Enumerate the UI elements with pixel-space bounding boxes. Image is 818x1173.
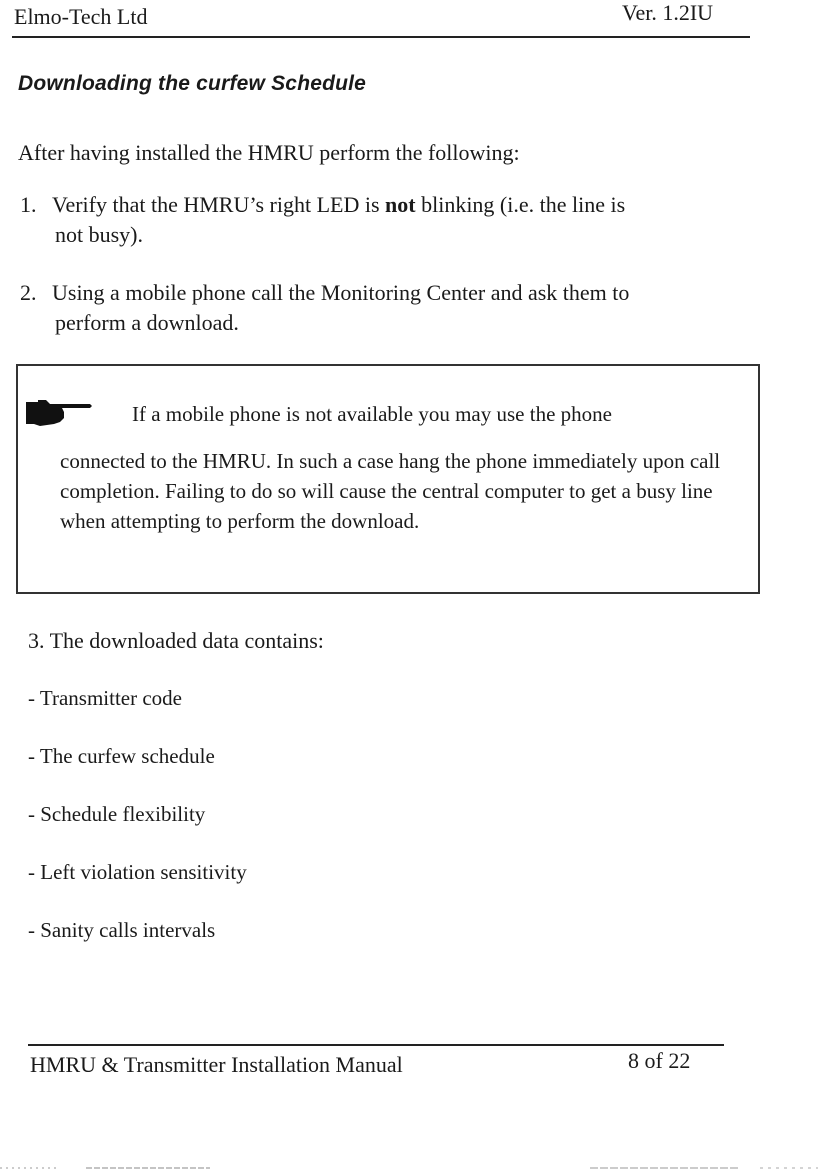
- section-title: Downloading the curfew Schedule: [18, 72, 367, 95]
- step-3: 3. The downloaded data contains:: [28, 628, 324, 653]
- list-item: - Schedule flexibility: [28, 802, 206, 826]
- list-item: - Left violation sensitivity: [28, 860, 247, 884]
- note-body: connected to the HMRU. In such a case hang the phone immediately upon call completion. Failing to do so will cause the central computer to get a busy line when attempting to perform the download.: [60, 449, 721, 533]
- list-item: - The curfew schedule: [28, 744, 215, 768]
- header-company: Elmo-Tech Ltd: [14, 4, 148, 29]
- step-1-bold: not: [385, 192, 416, 217]
- header-version: Ver. 1.2IU: [622, 0, 714, 25]
- footer-rule: [28, 1044, 724, 1046]
- footer-page-number: 8 of 22: [628, 1048, 691, 1073]
- step-1-number: 1.: [20, 192, 37, 217]
- step-1-text-a: Verify that the HMRU’s right LED is: [52, 192, 386, 217]
- scan-artifacts: [0, 1160, 818, 1172]
- step-1-text-b: blinking (i.e. the line is: [415, 192, 626, 217]
- list-item: - Sanity calls intervals: [28, 918, 216, 942]
- step-2-text: Using a mobile phone call the Monitoring Center and ask them to: [52, 280, 630, 305]
- step-1: [20, 190, 750, 250]
- pointing-hand-icon: [24, 398, 96, 428]
- step-2: [20, 278, 750, 338]
- step-1-continuation: not busy).: [55, 222, 143, 247]
- note-first-line: If a mobile phone is not available you may use the phone: [132, 402, 612, 426]
- header-rule: [12, 36, 750, 38]
- list-item: - Transmitter code: [28, 686, 182, 710]
- footer-manual-title: HMRU & Transmitter Installation Manual: [30, 1052, 403, 1077]
- step-2-number: 2.: [20, 280, 37, 305]
- intro-text: After having installed the HMRU perform the following:: [18, 140, 520, 165]
- step-2-continuation: perform a download.: [55, 310, 239, 335]
